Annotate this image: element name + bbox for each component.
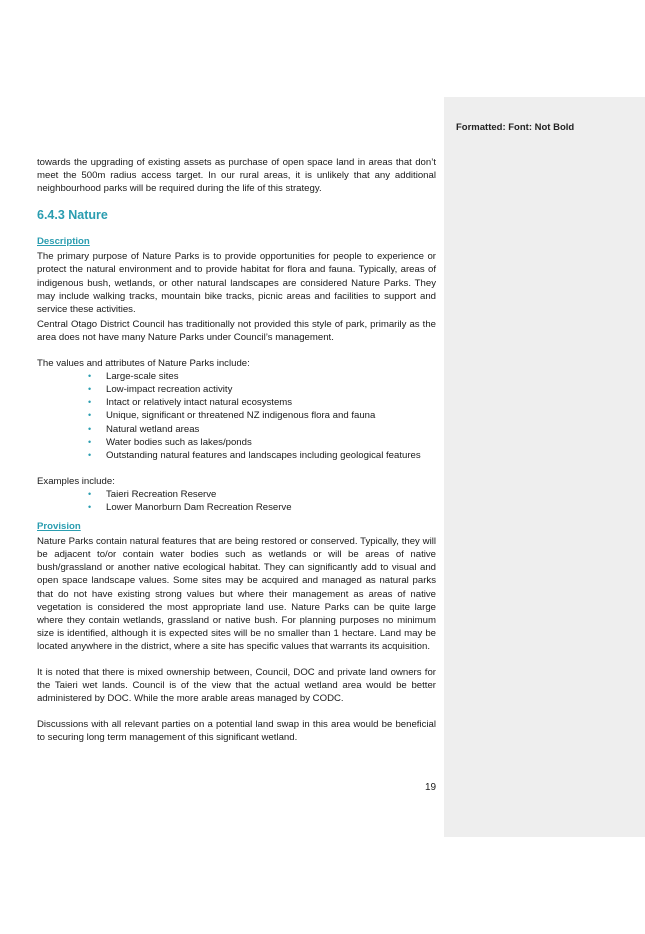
comment-pane <box>444 97 645 837</box>
provision-paragraph-1: Nature Parks contain natural features that are being restored or conserved. Typically, they will be adjacent to/or contain water bodies such as wetlands or will be areas of native bush/grassland or another native ecological habitat. They can significantly add to visual and open space landscape values. Some sites may be acquired and managed as natural parks that do not have existing strong values but where their management as areas of native vegetation is considered the most appropriate land use. Nature Parks can be quite large where they contain wetlands, grassland or native bush. For planning purposes no minimum size is identified, although it is expected sites will be no smaller than 1 hectare. Land may be located anywhere in the district, where a site has specific values that warrants its acquisition. <box>37 536 436 652</box>
provision-paragraph-3: Discussions with all relevant parties on a potential land swap in this area would be beneficial to securing long term management of this significant wetland. <box>37 719 436 744</box>
page-number: 19 <box>425 782 437 793</box>
description-paragraph-2: Central Otago District Council has traditionally not provided this style of park, primarily as the area does not have many Nature Parks under Council’s management. <box>37 318 436 343</box>
provision-paragraph-2: It is noted that there is mixed ownership between, Council, DOC and private land owners for the Taieri wet lands. Council is of the view that the actual wetland area would be better administered by DOC. While the more arable areas managed by CODC. <box>37 667 436 705</box>
list-item: • Taieri Recreation Reserve <box>88 488 217 500</box>
list-item: • Outstanding natural features and landscapes including geological features <box>88 449 421 461</box>
section-heading: 6.4.3 Nature <box>37 208 108 223</box>
bullet-icon: • <box>88 501 92 512</box>
list-item: • Unique, significant or threatened NZ indigenous flora and fauna <box>88 410 376 422</box>
values-intro: The values and attributes of Nature Parks include: <box>37 358 250 370</box>
bullet-icon: • <box>88 384 92 395</box>
examples-list <box>37 488 436 514</box>
list-item: • Low-impact recreation activity <box>88 384 233 396</box>
list-item: • Lower Manorburn Dam Recreation Reserve <box>88 501 292 513</box>
list-item: • Intact or relatively intact natural ecosystems <box>88 397 293 409</box>
bullet-icon: • <box>88 488 92 499</box>
description-paragraph-1: The primary purpose of Nature Parks is to provide opportunities for people to experience or protect the natural environment and to provide habitat for flora and fauna. Typically, areas of indigenous bush, wetlands, or other natural landscapes are considered Nature Parks. They may include walking tracks, mountain bike tracks, picnic areas and facilities to support and service these activities. <box>37 251 436 315</box>
description-heading: Description <box>37 236 90 248</box>
bullet-icon: • <box>88 449 92 460</box>
values-list <box>37 370 436 462</box>
bullet-icon: • <box>88 397 92 408</box>
bullet-icon: • <box>88 436 92 447</box>
examples-intro: Examples include: <box>37 475 115 487</box>
bullet-icon: • <box>88 371 92 382</box>
comment-label: Formatted: Font: Not Bold <box>456 122 575 133</box>
bullet-icon: • <box>88 423 92 434</box>
intro-paragraph: towards the upgrading of existing assets as purchase of open space land in areas that don’t meet the 500m radius access target. In our rural areas, it is unlikely that any additional neighbourhood parks will be required during the life of this strategy. <box>37 157 436 195</box>
provision-heading: Provision <box>37 521 81 533</box>
list-item: • Water bodies such as lakes/ponds <box>88 436 252 448</box>
document-body <box>37 156 436 744</box>
bullet-icon: • <box>88 410 92 421</box>
list-item: • Large-scale sites <box>88 371 179 383</box>
list-item: • Natural wetland areas <box>88 423 200 435</box>
